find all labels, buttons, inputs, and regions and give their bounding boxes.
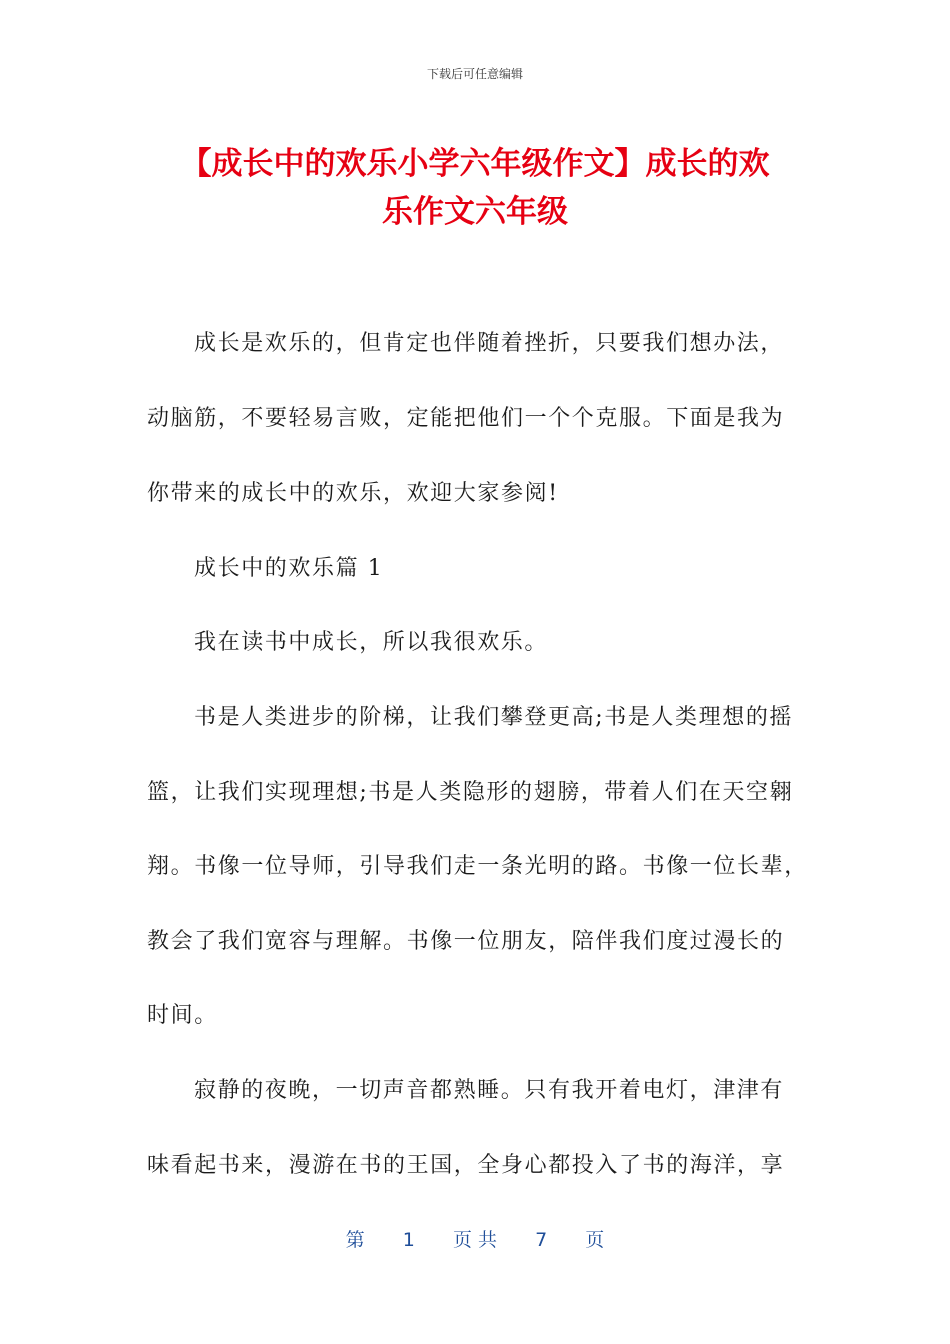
paragraph-line: 翔。书像一位导师，引导我们走一条光明的路。书像一位长辈，: [147, 854, 808, 879]
page-header-note: 下载后可任意编辑: [426, 67, 523, 81]
footer-label-of: 页 共: [452, 1229, 498, 1251]
footer-current-page: 1: [402, 1229, 415, 1251]
paragraph-line: 篮，让我们实现理想;书是人类隐形的翅膀，带着人们在天空翱: [147, 780, 794, 805]
section-heading: 成长中的欢乐篇 1: [194, 556, 384, 581]
paragraph-line: 教会了我们宽容与理解。书像一位朋友，陪伴我们度过漫长的: [147, 929, 785, 954]
title-line-2: 乐作文六年级: [382, 194, 568, 230]
paragraph-line: 书是人类进步的阶梯，让我们攀登更高;书是人类理想的摇: [194, 705, 794, 730]
title-line-1: 【成长中的欢乐小学六年级作文】成长的欢: [180, 146, 770, 182]
paragraph-line: 你带来的成长中的欢乐，欢迎大家参阅!: [147, 481, 559, 506]
paragraph-line: 成长是欢乐的，但肯定也伴随着挫折，只要我们想办法，: [194, 331, 785, 356]
paragraph-line: 动脑筋，不要轻易言败，定能把他们一个个克服。下面是我为: [147, 406, 785, 431]
paragraph-line: 味看起书来，漫游在书的王国，全身心都投入了书的海洋，享: [147, 1153, 785, 1178]
paragraph-line: 时间。: [147, 1003, 218, 1028]
paragraph-line: 寂静的夜晚，一切声音都熟睡。只有我开着电灯，津津有: [194, 1078, 785, 1103]
page-footer: [0, 1227, 950, 1253]
document-title: [140, 140, 810, 236]
footer-label-page: 第: [345, 1229, 365, 1251]
footer-label-end: 页: [585, 1229, 605, 1251]
footer-total-pages: 7: [535, 1229, 548, 1251]
paragraph-line: 我在读书中成长，所以我很欢乐。: [194, 630, 549, 655]
